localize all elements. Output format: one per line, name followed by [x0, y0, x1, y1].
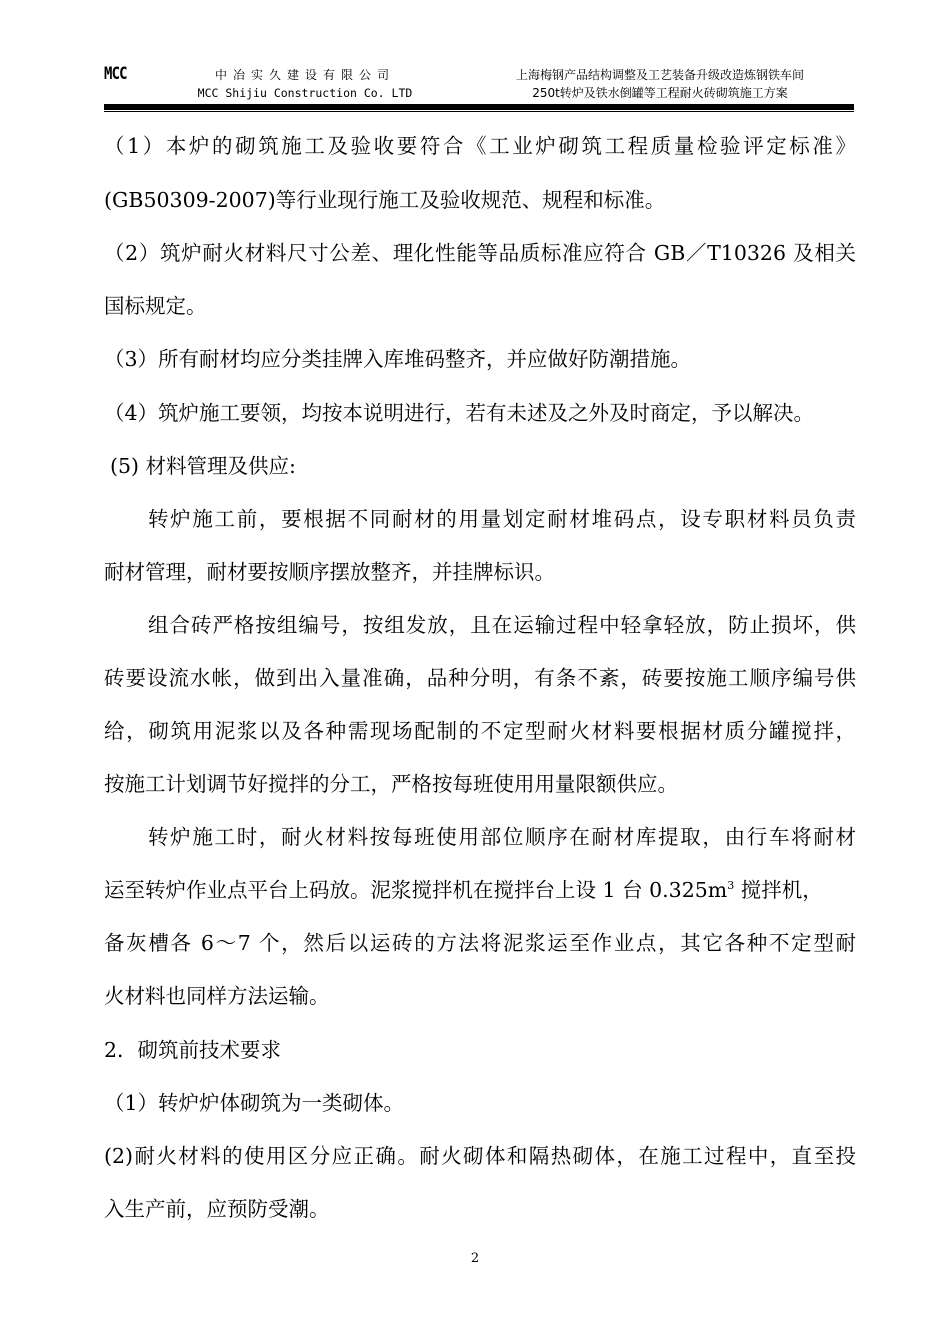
project-title-line2: 250t转炉及铁水倒罐等工程耐火砖砌筑施工方案	[532, 86, 788, 100]
header-rule-thick	[104, 104, 854, 110]
body-line: （2）筑炉耐火材料尺寸公差、理化性能等品质标准应符合 GB／T10326 及相关	[104, 241, 856, 265]
body-line: 备灰槽各 6～7 个，然后以运砖的方法将泥浆运至作业点，其它各种不定型耐	[104, 931, 856, 955]
body-line: （3）所有耐材均应分类挂牌入库堆码整齐，并应做好防潮措施。	[104, 347, 692, 371]
body-line: （4）筑炉施工要领，均按本说明进行，若有未述及之外及时商定，予以解决。	[104, 401, 815, 425]
body-line: 转炉施工前，要根据不同耐材的用量划定耐材堆码点，设专职材料员负责	[148, 507, 856, 531]
body-line: 入生产前，应预防受潮。	[104, 1197, 330, 1221]
superscript: 3	[727, 879, 735, 893]
body-line-text: 搅拌机，	[734, 878, 823, 902]
body-line: (2)耐火材料的使用区分应正确。耐火砌体和隔热砌体，在施工过程中，直至投	[104, 1144, 856, 1168]
header-rule-thin	[104, 111, 854, 112]
company-name-en: MCC Shijiu Construction Co. LTD	[197, 86, 413, 100]
body-line	[104, 877, 856, 903]
body-line: 按施工计划调节好搅拌的分工，严格按每班使用用量限额供应。	[104, 772, 678, 796]
body-line: (GB50309-2007)等行业现行施工及验收规范、规程和标准。	[104, 188, 666, 212]
body-line: (5) 材料管理及供应:	[110, 454, 296, 478]
body-line: 耐材管理，耐材要按顺序摆放整齐，并挂牌标识。	[104, 560, 555, 584]
page-header	[0, 0, 950, 120]
body-line: 转炉施工时，耐火材料按每班使用部位顺序在耐材库提取，由行车将耐材	[148, 825, 856, 849]
body-line: 给，砌筑用泥浆以及各种需现场配制的不定型耐火材料要根据材质分罐搅拌，	[104, 719, 856, 743]
section-heading: 2．砌筑前技术要求	[104, 1038, 282, 1062]
body-line: 火材料也同样方法运输。	[104, 984, 330, 1008]
body-line: （1）本炉的砌筑施工及验收要符合《工业炉砌筑工程质量检验评定标准》	[104, 134, 856, 158]
project-title	[470, 66, 850, 102]
body-line: （1）转炉炉体砌筑为一类砌体。	[104, 1091, 405, 1115]
body-line-text: 运至转炉作业点平台上码放。泥浆搅拌机在搅拌台上设 1 台 0.325m	[104, 878, 728, 902]
body-line: 砖要设流水帐，做到出入量准确，品种分明，有条不紊，砖要按施工顺序编号供	[104, 666, 856, 690]
company-name-cn: 中冶实久建设有限公司	[214, 68, 395, 82]
body-line: 组合砖严格按组编号，按组发放，且在运输过程中轻拿轻放，防止损坏，供	[148, 613, 856, 637]
company-logo: MCC	[104, 64, 127, 84]
body-line: 国标规定。	[104, 294, 207, 318]
company-name	[190, 66, 420, 102]
project-title-line1: 上海梅钢产品结构调整及工艺装备升级改造炼钢铁车间	[515, 68, 804, 82]
page-number: 2	[470, 1251, 480, 1266]
